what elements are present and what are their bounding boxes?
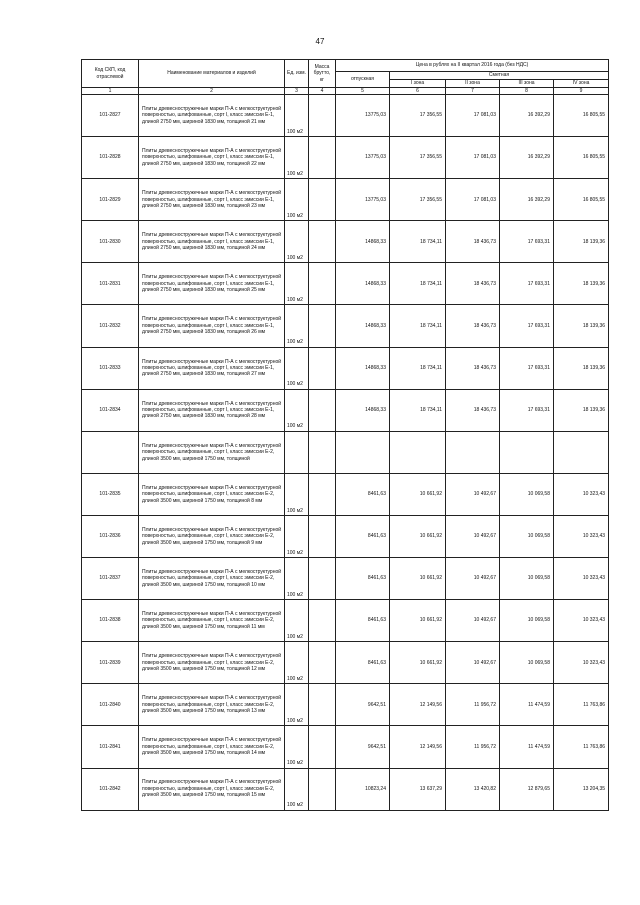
- price-release: 14868,33: [336, 263, 390, 305]
- item-code: 101-2833: [82, 347, 139, 389]
- item-mass: [309, 137, 336, 179]
- item-mass: [309, 347, 336, 389]
- price-zone-4: 16 805,55: [554, 95, 609, 137]
- price-zone-1: 18 734,11: [390, 221, 446, 263]
- price-zone-2: 13 420,82: [446, 768, 500, 810]
- price-zone-4: 18 139,36: [554, 347, 609, 389]
- table-row: [82, 179, 609, 221]
- price-release: 8461,63: [336, 558, 390, 600]
- table-row: [82, 473, 609, 515]
- price-zone-1: 17 356,55: [390, 95, 446, 137]
- price-zone-4: 11 763,86: [554, 726, 609, 768]
- table-row: [82, 221, 609, 263]
- price-release: 13775,03: [336, 179, 390, 221]
- price-zone-3: 16 392,29: [500, 95, 554, 137]
- header-name: Наименование материалов и изделий: [139, 60, 285, 88]
- column-number: 7: [446, 88, 500, 95]
- item-unit: 100 м2: [285, 347, 309, 389]
- price-zone-4: 13 204,35: [554, 768, 609, 810]
- price-zone-2: 18 436,73: [446, 347, 500, 389]
- table-row: [82, 768, 609, 810]
- item-code: 101-2832: [82, 305, 139, 347]
- price-zone-1: 10 661,92: [390, 473, 446, 515]
- table-row: [82, 263, 609, 305]
- item-mass: [309, 684, 336, 726]
- price-zone-4: 18 139,36: [554, 389, 609, 431]
- item-name: Плиты древесностружечные марки П-А с мелкоструктурной поверхностью, шлифованные, сорт I, класс эмиссии Е-1, длиной 2750 мм, шириной 1830 мм, толщиной 22 мм: [139, 137, 285, 179]
- table-row: [82, 389, 609, 431]
- price-release: 10823,24: [336, 768, 390, 810]
- item-code: 101-2828: [82, 137, 139, 179]
- price-zone-2: 18 436,73: [446, 389, 500, 431]
- price-release: 9642,51: [336, 684, 390, 726]
- column-number: 1: [82, 88, 139, 95]
- item-mass: [309, 726, 336, 768]
- column-number: 4: [309, 88, 336, 95]
- item-unit: 100 м2: [285, 179, 309, 221]
- item-mass: [309, 95, 336, 137]
- item-unit: 100 м2: [285, 221, 309, 263]
- price-zone-3: [500, 431, 554, 473]
- price-release: 8461,63: [336, 473, 390, 515]
- item-unit: 100 м2: [285, 768, 309, 810]
- item-code: 101-2837: [82, 558, 139, 600]
- item-mass: [309, 389, 336, 431]
- item-mass: [309, 558, 336, 600]
- item-mass: [309, 600, 336, 642]
- price-release: 14868,33: [336, 389, 390, 431]
- price-zone-4: 11 763,86: [554, 684, 609, 726]
- item-code: 101-2840: [82, 684, 139, 726]
- header-zone-1: I зона: [390, 80, 446, 88]
- item-unit: 100 м2: [285, 137, 309, 179]
- price-zone-3: 16 392,29: [500, 179, 554, 221]
- price-zone-1: 18 734,11: [390, 347, 446, 389]
- price-zone-4: 10 323,43: [554, 515, 609, 557]
- header-estimate-price: Сметная: [390, 72, 609, 80]
- price-zone-3: 11 474,59: [500, 726, 554, 768]
- price-zone-2: 10 492,67: [446, 642, 500, 684]
- item-name: Плиты древесностружечные марки П-А с мелкоструктурной поверхностью, шлифованные, сорт I, класс эмиссии Е-2, длиной 3500 мм, шириной 1750 мм, толщиной: [139, 431, 285, 473]
- item-name: Плиты древесностружечные марки П-А с мелкоструктурной поверхностью, шлифованные, сорт I, класс эмиссии Е-1, длиной 2750 мм, шириной 1830 мм, толщиной 21 мм: [139, 95, 285, 137]
- price-zone-2: 18 436,73: [446, 263, 500, 305]
- item-code: 101-2836: [82, 515, 139, 557]
- price-release: [336, 431, 390, 473]
- table-row: [82, 95, 609, 137]
- price-zone-1: 17 356,55: [390, 179, 446, 221]
- item-code: 101-2829: [82, 179, 139, 221]
- column-number: 3: [285, 88, 309, 95]
- item-name: Плиты древесностружечные марки П-А с мелкоструктурной поверхностью, шлифованные, сорт I, класс эмиссии Е-2, длиной 3500 мм, шириной 1750 мм, толщиной 11 мм: [139, 600, 285, 642]
- item-name: Плиты древесностружечные марки П-А с мелкоструктурной поверхностью, шлифованные, сорт I, класс эмиссии Е-1, длиной 2750 мм, шириной 1830 мм, толщиной 28 мм: [139, 389, 285, 431]
- price-zone-1: 18 734,11: [390, 263, 446, 305]
- price-zone-1: 18 734,11: [390, 305, 446, 347]
- item-name: Плиты древесностружечные марки П-А с мелкоструктурной поверхностью, шлифованные, сорт I, класс эмиссии Е-1, длиной 2750 мм, шириной 1830 мм, толщиной 24 мм: [139, 221, 285, 263]
- price-zone-1: 13 637,29: [390, 768, 446, 810]
- price-zone-2: 10 492,67: [446, 515, 500, 557]
- item-code: 101-2841: [82, 726, 139, 768]
- price-zone-1: [390, 431, 446, 473]
- header-price-group: Цена в рублях на II квартал 2016 года (без НДС): [336, 60, 609, 72]
- item-name: Плиты древесностружечные марки П-А с мелкоструктурной поверхностью, шлифованные, сорт I, класс эмиссии Е-1, длиной 2750 мм, шириной 1830 мм, толщиной 26 мм: [139, 305, 285, 347]
- price-zone-2: 18 436,73: [446, 305, 500, 347]
- price-zone-2: 17 081,03: [446, 95, 500, 137]
- price-zone-3: 16 392,29: [500, 137, 554, 179]
- item-unit: 100 м2: [285, 642, 309, 684]
- item-name: Плиты древесностружечные марки П-А с мелкоструктурной поверхностью, шлифованные, сорт I, класс эмиссии Е-1, длиной 2750 мм, шириной 1830 мм, толщиной 23 мм: [139, 179, 285, 221]
- item-name: Плиты древесностружечные марки П-А с мелкоструктурной поверхностью, шлифованные, сорт I, класс эмиссии Е-2, длиной 3500 мм, шириной 1750 мм, толщиной 9 мм: [139, 515, 285, 557]
- table-row: [82, 347, 609, 389]
- price-table: [81, 59, 609, 811]
- price-zone-2: 17 081,03: [446, 179, 500, 221]
- item-code: 101-2838: [82, 600, 139, 642]
- item-unit: 100 м2: [285, 389, 309, 431]
- item-mass: [309, 515, 336, 557]
- table-row: [82, 684, 609, 726]
- item-code: 101-2834: [82, 389, 139, 431]
- page-number: 47: [315, 37, 325, 46]
- column-number: 5: [336, 88, 390, 95]
- price-zone-4: 18 139,36: [554, 221, 609, 263]
- item-name: Плиты древесностружечные марки П-А с мелкоструктурной поверхностью, шлифованные, сорт I, класс эмиссии Е-2, длиной 3500 мм, шириной 1750 мм, толщиной 10 мм: [139, 558, 285, 600]
- column-number: 6: [390, 88, 446, 95]
- item-name: Плиты древесностружечные марки П-А с мелкоструктурной поверхностью, шлифованные, сорт I, класс эмиссии Е-2, длиной 3500 мм, шириной 1750 мм, толщиной 14 мм: [139, 726, 285, 768]
- price-zone-2: 10 492,67: [446, 473, 500, 515]
- column-number: 9: [554, 88, 609, 95]
- item-name: Плиты древесностружечные марки П-А с мелкоструктурной поверхностью, шлифованные, сорт I, класс эмиссии Е-1, длиной 2750 мм, шириной 1830 мм, толщиной 25 мм: [139, 263, 285, 305]
- item-mass: [309, 768, 336, 810]
- price-zone-2: 18 436,73: [446, 221, 500, 263]
- price-zone-3: 17 693,31: [500, 221, 554, 263]
- item-unit: 100 м2: [285, 558, 309, 600]
- item-name: Плиты древесностружечные марки П-А с мелкоструктурной поверхностью, шлифованные, сорт I, класс эмиссии Е-2, длиной 3500 мм, шириной 1750 мм, толщиной 13 мм: [139, 684, 285, 726]
- header-code: Код СКП, код отраслевой: [82, 60, 139, 88]
- item-code: 101-2839: [82, 642, 139, 684]
- column-number: 2: [139, 88, 285, 95]
- price-release: 13775,03: [336, 137, 390, 179]
- price-zone-3: 10 069,58: [500, 642, 554, 684]
- price-release: 14868,33: [336, 305, 390, 347]
- table-row: [82, 558, 609, 600]
- column-number-row: [82, 88, 609, 95]
- price-zone-1: 10 661,92: [390, 558, 446, 600]
- table-row: [82, 305, 609, 347]
- price-zone-2: 11 956,72: [446, 684, 500, 726]
- table-row: [82, 431, 609, 473]
- price-zone-3: 10 069,58: [500, 600, 554, 642]
- item-code: 101-2835: [82, 473, 139, 515]
- price-zone-4: 16 805,55: [554, 179, 609, 221]
- price-release: 9642,51: [336, 726, 390, 768]
- price-zone-3: 10 069,58: [500, 515, 554, 557]
- price-zone-2: 11 956,72: [446, 726, 500, 768]
- price-zone-4: 18 139,36: [554, 263, 609, 305]
- price-zone-3: 17 693,31: [500, 347, 554, 389]
- header-unit: Ед. изм.: [285, 60, 309, 88]
- column-number: 8: [500, 88, 554, 95]
- item-mass: [309, 179, 336, 221]
- price-zone-4: 10 323,43: [554, 642, 609, 684]
- item-unit: 100 м2: [285, 263, 309, 305]
- table-row: [82, 600, 609, 642]
- table-row: [82, 642, 609, 684]
- item-mass: [309, 221, 336, 263]
- price-zone-3: 10 069,58: [500, 558, 554, 600]
- item-name: Плиты древесностружечные марки П-А с мелкоструктурной поверхностью, шлифованные, сорт I, класс эмиссии Е-2, длиной 3500 мм, шириной 1750 мм, толщиной 15 мм: [139, 768, 285, 810]
- price-zone-1: 10 661,92: [390, 515, 446, 557]
- item-unit: 100 м2: [285, 515, 309, 557]
- price-zone-1: 10 661,92: [390, 642, 446, 684]
- price-zone-2: 10 492,67: [446, 600, 500, 642]
- item-name: Плиты древесностружечные марки П-А с мелкоструктурной поверхностью, шлифованные, сорт I, класс эмиссии Е-1, длиной 2750 мм, шириной 1830 мм, толщиной 27 мм: [139, 347, 285, 389]
- item-unit: 100 м2: [285, 305, 309, 347]
- price-zone-1: 18 734,11: [390, 389, 446, 431]
- item-mass: [309, 431, 336, 473]
- price-zone-3: 11 474,59: [500, 684, 554, 726]
- price-release: 14868,33: [336, 347, 390, 389]
- price-zone-1: 10 661,92: [390, 600, 446, 642]
- table-row: [82, 515, 609, 557]
- price-zone-3: 10 069,58: [500, 473, 554, 515]
- item-code: 101-2830: [82, 221, 139, 263]
- price-zone-2: 17 081,03: [446, 137, 500, 179]
- price-zone-4: 16 805,55: [554, 137, 609, 179]
- header-zone-3: III зона: [500, 80, 554, 88]
- price-zone-4: 10 323,43: [554, 558, 609, 600]
- item-unit: [285, 431, 309, 473]
- price-zone-4: 10 323,43: [554, 473, 609, 515]
- header-zone-2: II зона: [446, 80, 500, 88]
- price-release: 8461,63: [336, 515, 390, 557]
- price-release: 8461,63: [336, 600, 390, 642]
- price-zone-4: 18 139,36: [554, 305, 609, 347]
- item-unit: 100 м2: [285, 95, 309, 137]
- price-zone-4: [554, 431, 609, 473]
- item-code: 101-2827: [82, 95, 139, 137]
- item-unit: 100 м2: [285, 600, 309, 642]
- price-zone-1: 12 149,56: [390, 684, 446, 726]
- price-zone-3: 17 693,31: [500, 263, 554, 305]
- price-zone-1: 17 356,55: [390, 137, 446, 179]
- price-zone-2: 10 492,67: [446, 558, 500, 600]
- item-code: 101-2842: [82, 768, 139, 810]
- table-row: [82, 137, 609, 179]
- table-row: [82, 726, 609, 768]
- price-release: 13775,03: [336, 95, 390, 137]
- header-release-price: отпускная: [336, 72, 390, 88]
- item-mass: [309, 305, 336, 347]
- price-zone-3: 12 879,65: [500, 768, 554, 810]
- item-name: Плиты древесностружечные марки П-А с мелкоструктурной поверхностью, шлифованные, сорт I, класс эмиссии Е-2, длиной 3500 мм, шириной 1750 мм, толщиной 12 мм: [139, 642, 285, 684]
- price-zone-3: 17 693,31: [500, 389, 554, 431]
- item-mass: [309, 473, 336, 515]
- item-unit: 100 м2: [285, 684, 309, 726]
- header-mass: Масса брутто, кг: [309, 60, 336, 88]
- header-zone-4: IV зона: [554, 80, 609, 88]
- item-mass: [309, 263, 336, 305]
- price-release: 14868,33: [336, 221, 390, 263]
- item-name: Плиты древесностружечные марки П-А с мелкоструктурной поверхностью, шлифованные, сорт I, класс эмиссии Е-2, длиной 3500 мм, шириной 1750 мм, толщиной 8 мм: [139, 473, 285, 515]
- price-zone-1: 12 149,56: [390, 726, 446, 768]
- price-release: 8461,63: [336, 642, 390, 684]
- item-unit: 100 м2: [285, 473, 309, 515]
- price-zone-2: [446, 431, 500, 473]
- item-unit: 100 м2: [285, 726, 309, 768]
- item-code: [82, 431, 139, 473]
- price-zone-3: 17 693,31: [500, 305, 554, 347]
- item-mass: [309, 642, 336, 684]
- item-code: 101-2831: [82, 263, 139, 305]
- price-zone-4: 10 323,43: [554, 600, 609, 642]
